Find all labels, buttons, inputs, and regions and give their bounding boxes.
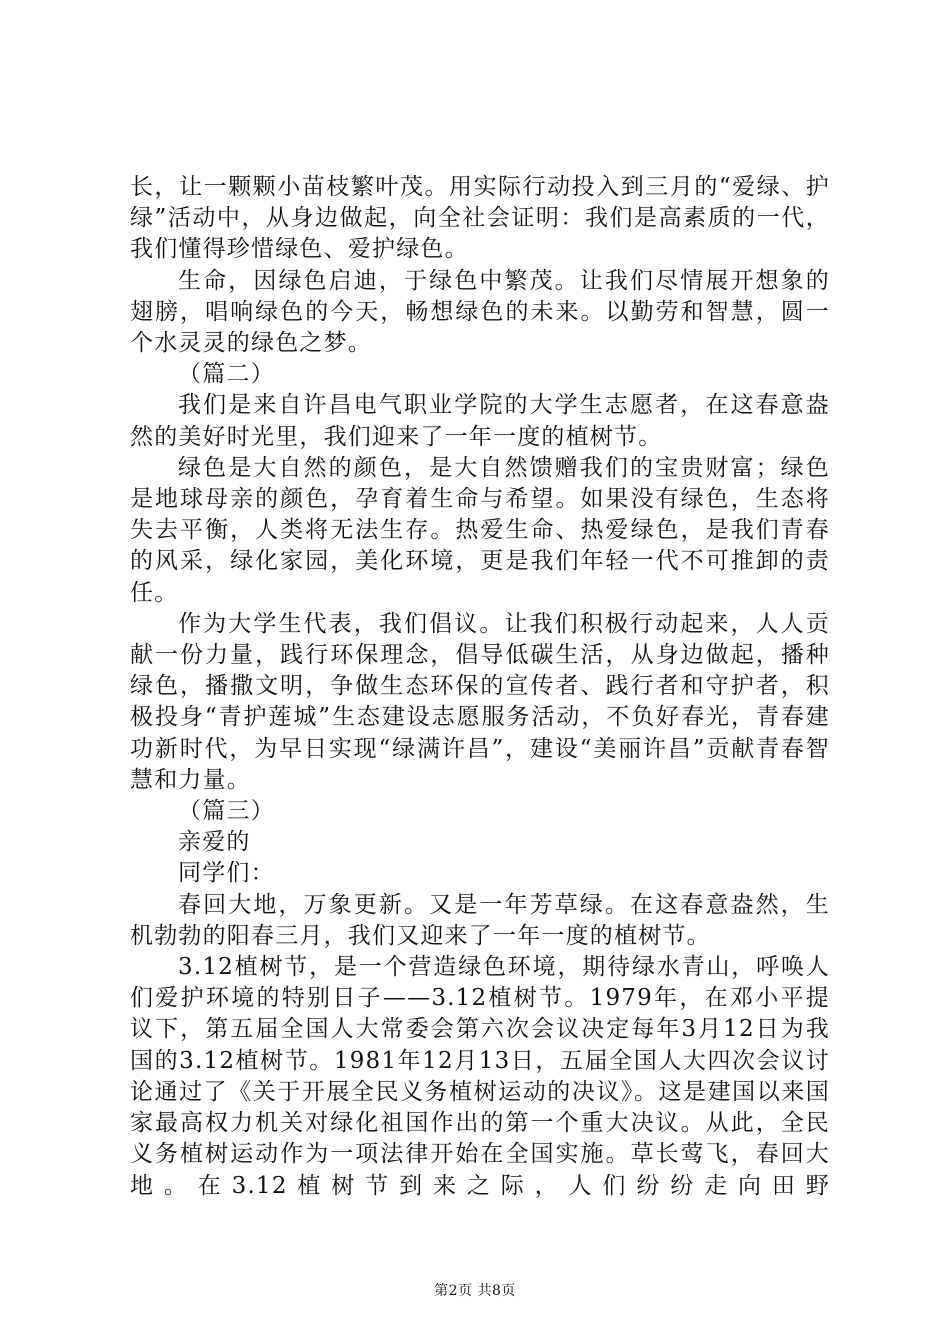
paragraph-continues-next-page: 3.12植树节，是一个营造绿色环境，期待绿水青山，呼唤人们爱护环境的特别日子——3.12植树节。1979年，在邓小平提议下，第五届全国人大常委会第六次会议决定每年3月12日为我国的3.12植树节。1981年12月13日，五届全国人大四次会议讨论通过了《关于开展全民义务植树运动的决议》。这是建国以来国家最高权力机关对绿化祖国作出的第一个重大决议。从此，全民义务植树运动作为一项法律开始在全国实施。草长莺飞，春回大地。在3.12植树节到来之际，人们纷纷走向田野	[130, 954, 830, 1199]
paragraph: 春回大地，万象更新。又是一年芳草绿。在这春意盎然，生机勃勃的阳春三月，我们又迎来了一年一度的植树节。	[130, 891, 830, 949]
document-body	[130, 172, 830, 1202]
salutation-line: 亲爱的	[178, 829, 251, 856]
paragraph: 生命，因绿色启迪，于绿色中繁茂。让我们尽情展开想象的翅膀，唱响绿色的今天，畅想绿色的未来。以勤劳和智慧，圆一个水灵灵的绿色之梦。	[130, 267, 830, 357]
section-heading-part-two: （篇二）	[178, 361, 275, 388]
salutation-line: 同学们：	[178, 860, 275, 887]
section-heading-part-three: （篇三）	[178, 798, 275, 825]
page-number-footer: 第2页 共8页	[434, 1283, 516, 1299]
paragraph: 绿色是大自然的颜色，是大自然馈赠我们的宝贵财富；绿色是地球母亲的颜色，孕育着生命与希望。如果没有绿色，生态将失去平衡，人类将无法生存。热爱生命、热爱绿色，是我们青春的风采，绿化家园，美化环境，更是我们年轻一代不可推卸的责任。	[130, 454, 830, 606]
paragraph: 作为大学生代表，我们倡议。让我们积极行动起来，人人贡献一份力量，践行环保理念，倡导低碳生活，从身边做起，播种绿色，播撒文明，争做生态环保的宣传者、践行者和守护者，积极投身“青护莲城”生态建设志愿服务活动，不负好春光，青春建功新时代，为早日实现“绿满许昌”，建设“美丽许昌”贡献青春智慧和力量。	[130, 610, 830, 793]
paragraph: 我们是来自许昌电气职业学院的大学生志愿者，在这春意盎然的美好时光里，我们迎来了一年一度的植树节。	[130, 392, 830, 450]
paragraph-continuation: 长，让一颗颗小苗枝繁叶茂。用实际行动投入到三月的“爱绿、护绿”活动中，从身边做起，向全社会证明：我们是高素质的一代，我们懂得珍惜绿色、爱护绿色。	[130, 174, 830, 263]
